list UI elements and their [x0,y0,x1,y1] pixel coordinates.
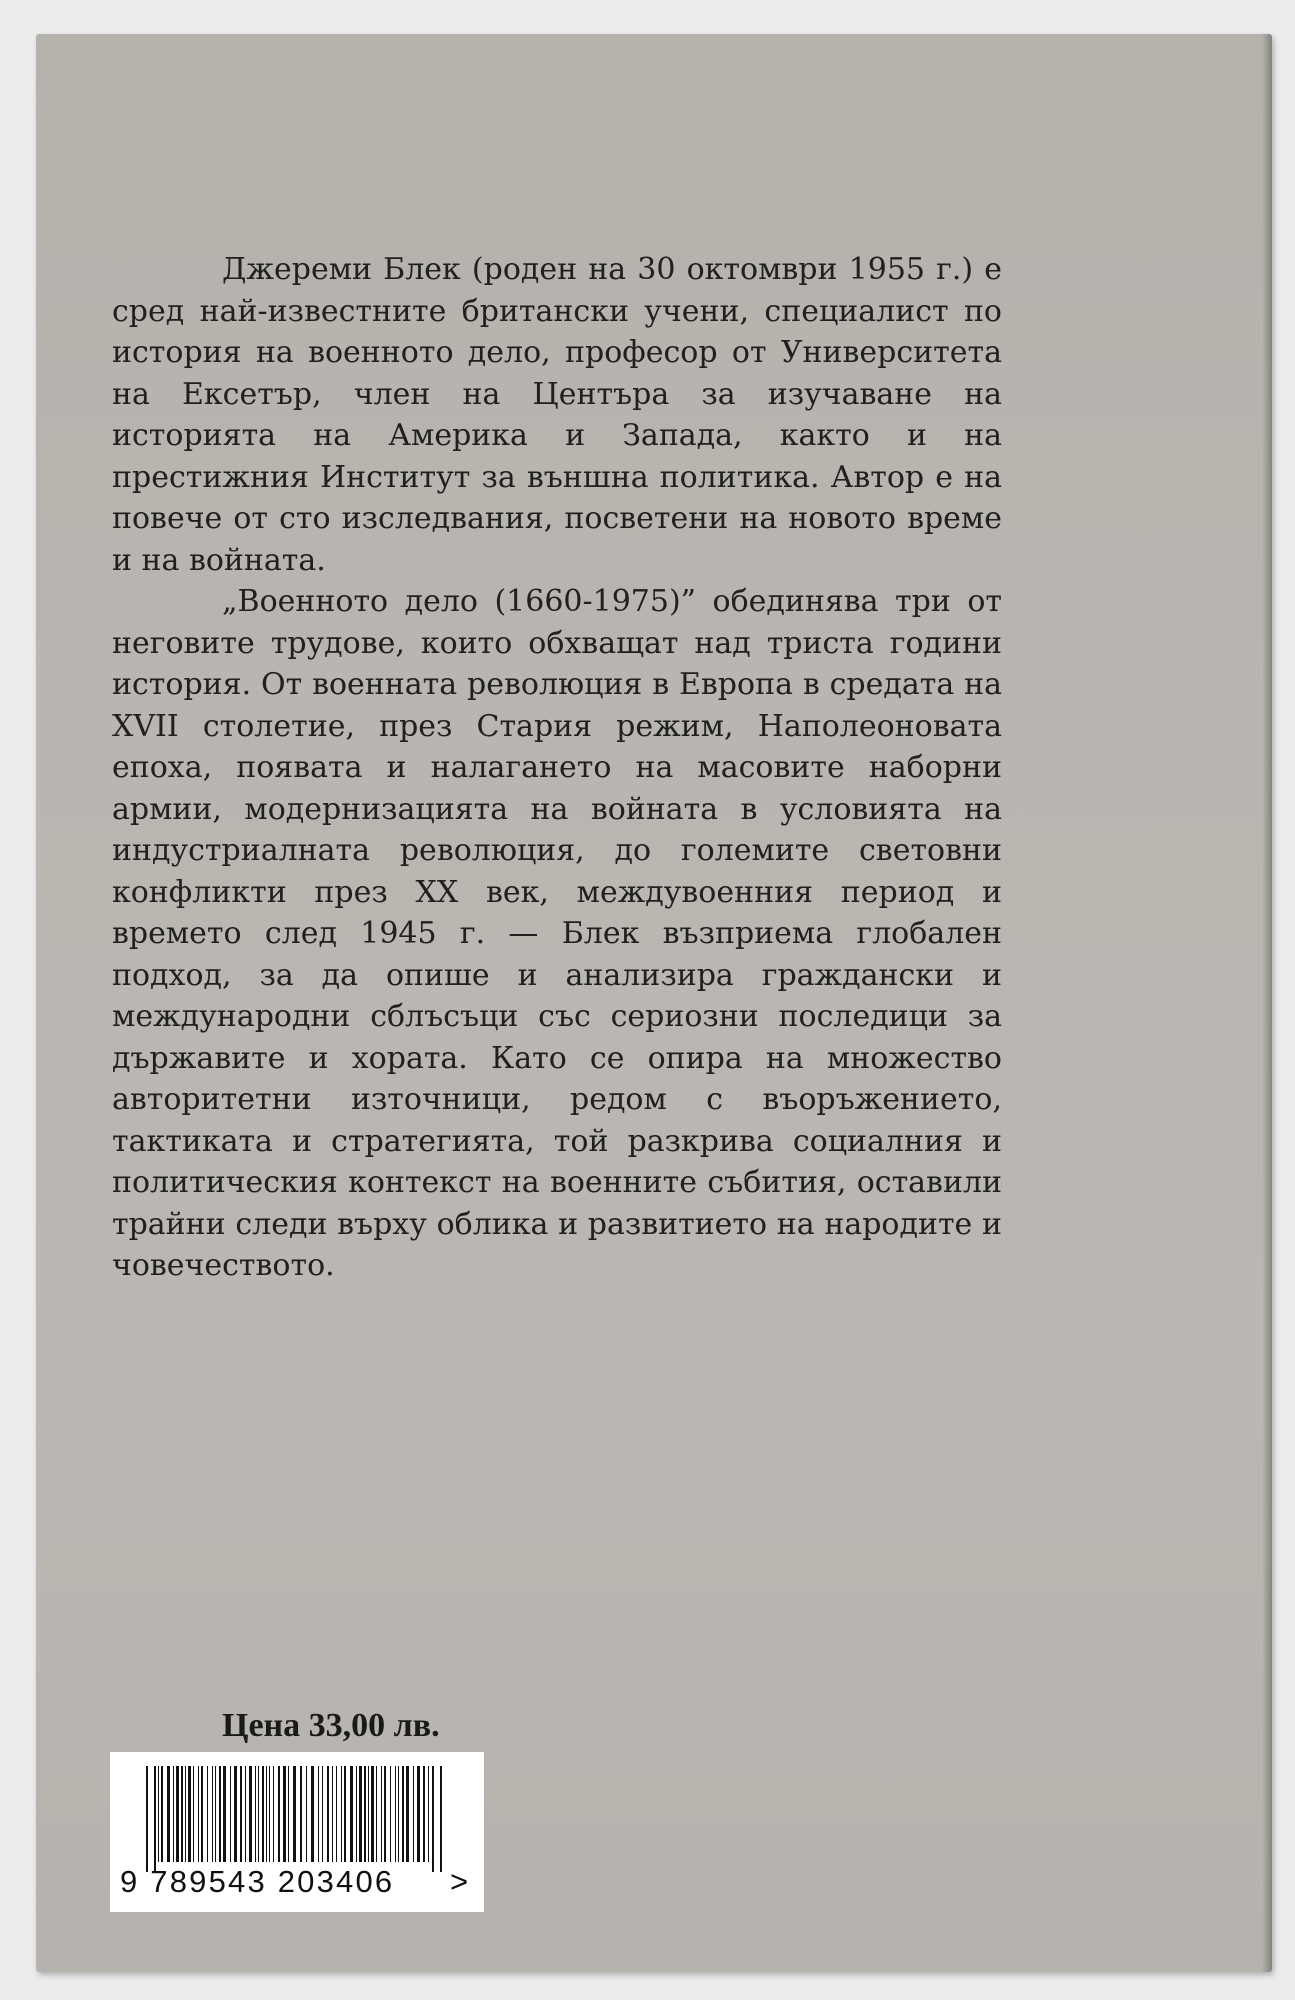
price-label: Цена 33,00 лв. [222,1707,440,1744]
barcode-bar [258,1766,259,1862]
barcode-bar [201,1766,203,1862]
barcode-bar [371,1766,374,1862]
barcode-bar [390,1766,391,1862]
barcode-bar [262,1766,264,1862]
barcode-bar [255,1766,256,1862]
cover-spine-edge [1262,34,1272,1972]
barcode-bar [406,1766,409,1862]
barcode-bar [384,1766,386,1862]
barcode-bar [376,1766,377,1862]
barcode-bar [327,1766,329,1862]
blurb-paragraph-author: Джереми Блек (роден на 30 октомври 1955 г.) е сред най-известните британски учени, специалист по история на военното дело, професор от Университета на Ексетър, член на Центъра за изучаване на историята на Америка и Запада, както и на престижния Институт за външна политика. Автор е на повече от сто изследвания, посветени на новото време и на войната. [112,252,1002,578]
barcode-bar [188,1766,191,1862]
barcode-bar [364,1766,366,1862]
barcode-bar [185,1766,186,1862]
barcode-bar [234,1766,237,1862]
barcode-bar [161,1766,163,1862]
isbn-barcode [110,1752,484,1912]
barcode-bar [230,1766,231,1862]
barcode-bar [368,1766,369,1862]
barcode-bar [245,1766,246,1862]
barcode-bar [273,1766,274,1862]
barcode-bar [395,1766,396,1862]
barcode-bar [212,1766,213,1862]
barcode-bar [198,1766,199,1862]
barcode-bar [269,1766,270,1862]
barcode-bar [176,1766,179,1862]
barcode-bar [311,1766,314,1862]
barcode-bar [158,1766,159,1862]
barcode-bar [402,1766,404,1862]
barcode-bar [359,1766,362,1862]
barcode-bar [193,1766,194,1862]
barcode-bar [278,1766,280,1862]
barcode-guard-bar [440,1766,442,1872]
blurb-paragraph-book: „Военното дело (1660-1975)” обединява три от неговите трудове, които обхващат над триста години история. От военната революция в Европа в средата на XVII столетие, през Стария режим, Наполеоновата епоха, появата и налагането на масовите наборни армии, модернизацията на войната в условията на индустриалната революция, до големите световни конфликти през XX век, междувоенния период и времето след 1945 г. — Блек възприема глобален подход, за да опише и анализира граждански и международни сблъсъци със сериозни последици за държавите и хората. Като се опира на множество авторитетни източници, редом с въоръжението, тактиката и стратегията, той разкрива социалния и политическия контекст на военните събития, оставили трайни следи върху облика и развитието на народите и човечеството. [112,584,1002,1283]
barcode-bar [381,1766,382,1862]
barcode-bar [173,1766,174,1862]
barcode-bar [336,1766,337,1862]
barcode-bar [293,1766,296,1862]
barcode-guard-bar [432,1766,434,1872]
barcode-bar [350,1766,353,1862]
barcode-bar [215,1766,216,1862]
book-back-cover [36,34,1272,1972]
barcode-bar [288,1766,289,1862]
barcode-bar [249,1766,252,1862]
barcode-guard-bar [154,1766,156,1872]
barcode-bar [167,1766,170,1862]
isbn-number: 9 789543 203406 [120,1864,395,1899]
blurb-text [112,249,1002,1287]
barcode-bar [423,1766,425,1862]
barcode-bar [300,1766,302,1862]
barcode-bar [413,1766,414,1862]
barcode-bar [417,1766,420,1862]
barcode-bar [322,1766,323,1862]
barcode-bar [181,1766,183,1862]
barcode-bar [332,1766,333,1862]
barcode-bar [266,1766,267,1862]
barcode-guard-bar [146,1766,148,1872]
barcode-bar [306,1766,307,1862]
barcode-bar [283,1766,286,1862]
barcode-bar [240,1766,242,1862]
barcode-bar [318,1766,319,1862]
barcode-bar [398,1766,399,1862]
barcode-bar [207,1766,208,1862]
barcode-bar [428,1766,429,1862]
barcode-bar [219,1766,221,1862]
barcode-bar [356,1766,357,1862]
barcode-bar [223,1766,226,1862]
barcode-bar [341,1766,342,1862]
barcode-bar [344,1766,346,1862]
isbn-arrow-glyph: > [450,1864,469,1899]
